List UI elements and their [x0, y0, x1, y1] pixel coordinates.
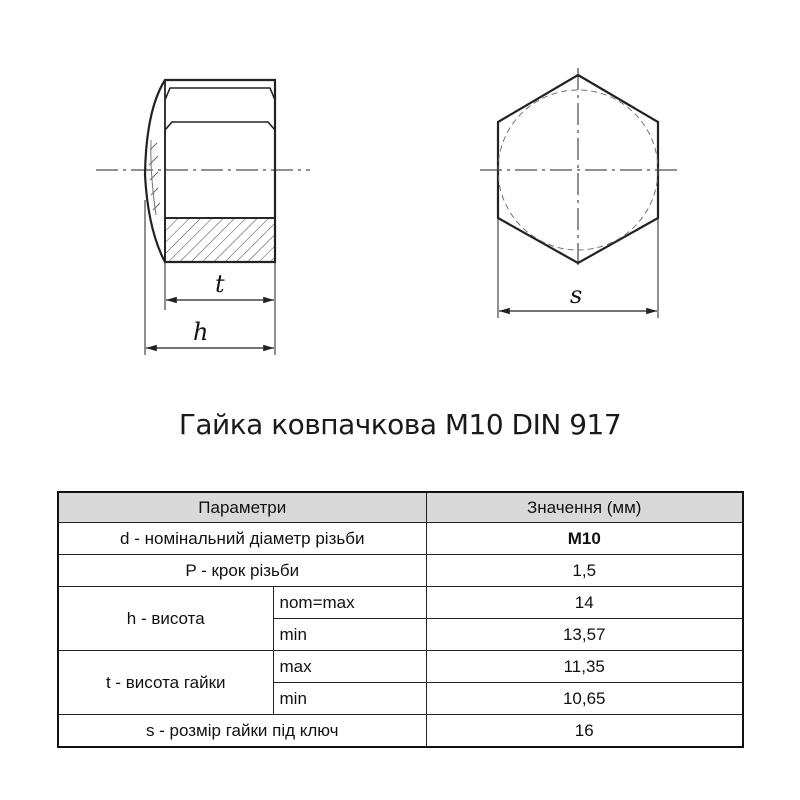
table-row: [58, 555, 743, 587]
side-view: [96, 80, 310, 355]
table-row: [58, 523, 743, 555]
sub-h-nom: nom=max: [273, 587, 426, 619]
label-h: h: [193, 318, 209, 346]
technical-drawing: [0, 0, 800, 370]
value-p: 1,5: [426, 555, 743, 587]
sub-t-max: max: [273, 651, 426, 683]
table-header-row: [58, 492, 743, 523]
page-title: Гайка ковпачкова М10 DIN 917: [178, 408, 622, 441]
header-values: Значення (мм): [426, 492, 743, 523]
table-row: [58, 651, 743, 683]
param-p: P - крок різьби: [58, 555, 426, 587]
param-s: s - розмір гайки під ключ: [58, 715, 426, 748]
label-t: t: [215, 270, 225, 298]
parameters-table: [57, 491, 744, 748]
label-s: s: [570, 281, 583, 309]
value-t-min: 10,65: [426, 683, 743, 715]
value-h-min: 13,57: [426, 619, 743, 651]
value-t-max: 11,35: [426, 651, 743, 683]
value-s: 16: [426, 715, 743, 748]
sub-h-min: min: [273, 619, 426, 651]
sub-t-min: min: [273, 683, 426, 715]
param-d: d - номінальний діаметр різьби: [58, 523, 426, 555]
value-h-nom: 14: [426, 587, 743, 619]
param-t: t - висота гайки: [58, 651, 273, 715]
table-row: [58, 715, 743, 748]
param-h: h - висота: [58, 587, 273, 651]
header-parameters: Параметри: [58, 492, 426, 523]
value-d: M10: [426, 523, 743, 555]
table-row: [58, 587, 743, 619]
